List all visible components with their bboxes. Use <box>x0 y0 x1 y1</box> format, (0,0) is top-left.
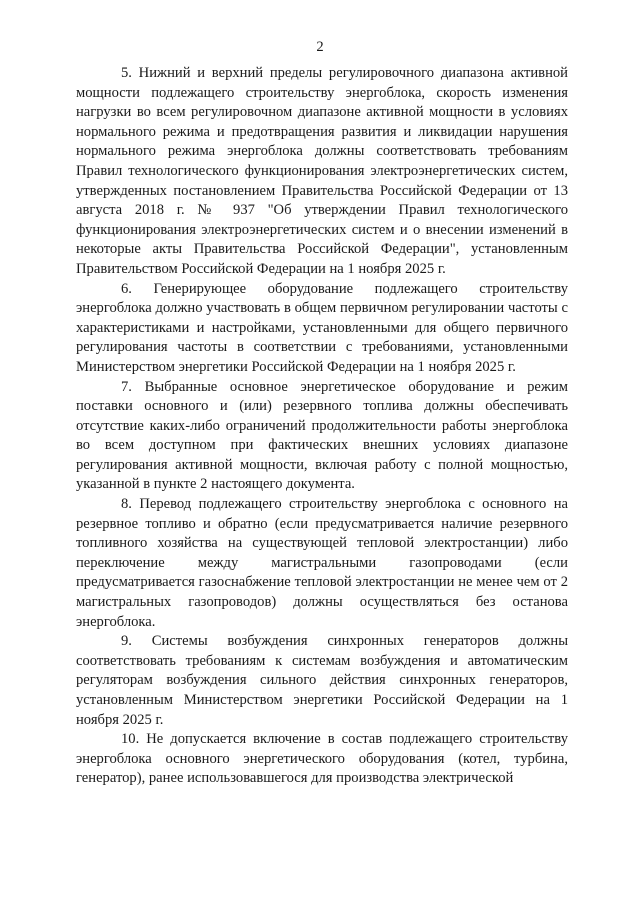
page-number: 2 <box>316 39 324 55</box>
paragraph-8: 8. Перевод подлежащего строительству энергоблока с основного на резервное топливо и обратно (если предусматривается наличие резервного топливного хозяйства на существующей тепловой электростанции) либо переключение между магистральными газопроводами (если предусматривается газоснабжение тепловой электростанции не менее чем от 2 магистральных газопроводов) должны осуществляться без останова энергоблока. <box>76 496 568 630</box>
paragraph-5: 5. Нижний и верхний пределы регулировочного диапазона активной мощности подлежащего строительству энергоблока, скорость изменения нагрузки во всем регулировочном диапазоне активной мощности в условиях нормального режима и предотвращения развития и ликвидации нарушения нормального режима энергоблока должны соответствовать требованиям Правил технологического функционирования электроэнергетических систем, утвержденных постановлением Правительства Российской Федерации от 13 августа 2018 г. № 937 "Об утверждении Правил технологического функционирования электроэнергетических систем и о внесении изменений в некоторые акты Правительства Российской Федерации", установленным Правительством Российской Федерации на 1 ноября 2025 г. <box>76 65 568 277</box>
paragraph-10: 10. Не допускается включение в состав подлежащего строительству энергоблока основного энергетического оборудования (котел, турбина, генератор), ранее использовавшегося для производства электрической <box>76 731 568 787</box>
paragraph-7: 7. Выбранные основное энергетическое оборудование и режим поставки основного и (или) резервного топлива должны обеспечивать отсутствие каких-либо ограничений продолжительности работы энергоблока во всем доступном при фактических внешних условиях диапазоне регулирования активной мощности, включая работу с полной мощностью, указанной в пункте 2 настоящего документа. <box>76 378 568 493</box>
paragraph-9: 9. Системы возбуждения синхронных генераторов должны соответствовать требованиям к системам возбуждения и автоматическим регуляторам возбуждения сильного действия синхронных генераторов, установленным Министерством энергетики Российской Федерации на 1 ноября 2025 г. <box>76 633 568 728</box>
paragraph-6: 6. Генерирующее оборудование подлежащего строительству энергоблока должно участвовать в общем первичном регулировании частоты с характеристиками и настройками, установленными для общего первичного регулирования частоты в соответствии с требованиями, установленными Министерством энергетики Российской Федерации на 1 ноября 2025 г. <box>76 280 568 375</box>
document-body <box>76 64 568 789</box>
